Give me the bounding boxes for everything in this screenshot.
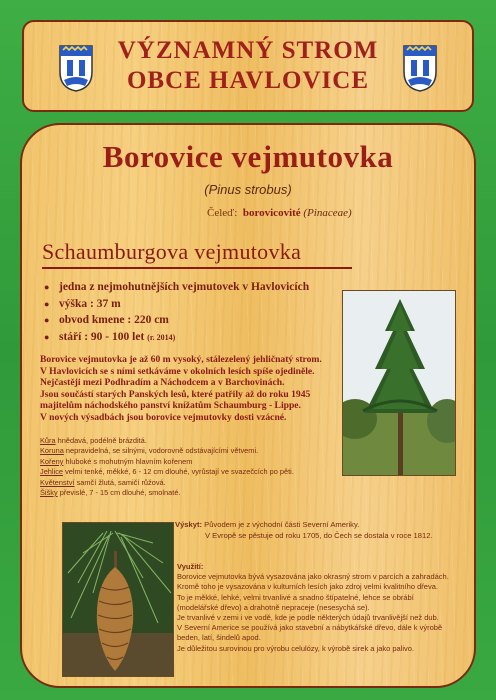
description-line: Borovice vejmutovka je až 60 m vysoký, stálezelený jehličnatý strom. <box>40 354 322 365</box>
info-panel <box>20 123 476 688</box>
village-crest-icon <box>59 44 93 92</box>
tree-latin-name: (Pinus strobus) <box>204 182 292 197</box>
description-line: Jsou součástí starých Panských lesů, které patřily až do roku 1945 <box>40 388 311 400</box>
pine-cone-photo <box>62 522 174 677</box>
botany-list <box>40 436 340 498</box>
family-latin: (Pinaceae) <box>303 207 352 219</box>
botany-item: Květenství samčí žlutá, samičí růžová. <box>40 477 166 487</box>
occurrence-label: Výskyt: <box>175 520 203 529</box>
fact-year: (r. 2014) <box>147 332 176 342</box>
botany-item: Jehlice velmi tenké, měkké, 6 - 12 cm dlouhé, vyrůstají ve svazečcích po pěti. <box>40 467 294 477</box>
header-banner <box>22 20 474 112</box>
usage-line: Je důležitou surovinou pro výrobu celulózy, k výrobě sirek a jako palivo. <box>177 643 415 653</box>
facts-list <box>44 279 334 346</box>
subtitle-underline <box>42 267 352 269</box>
botany-item: Kůra hnědavá, podélně brázditá. <box>40 436 147 445</box>
usage-line: Borovice vejmutovka bývá vysazována jako okrasný strom v parcích a zahradách. <box>177 572 449 582</box>
description-line: V nových výsadbách jsou borovice vejmutovky dosti vzácné. <box>40 411 287 423</box>
usage-label: Využití: <box>177 562 204 571</box>
occurrence-section <box>175 520 465 541</box>
fact-item: ● výška : 37 m <box>44 296 334 313</box>
description-line: V Havlovicích se s ními setkáváme v okolních lesích spíše ojediněle. <box>40 365 315 377</box>
tree-subtitle: Schaumburgova vejmutovka <box>42 239 302 264</box>
fact-item: ● stáří : 90 - 100 let (r. 2014) <box>44 329 334 347</box>
usage-line: V Severní Americe se používá jako stavební a nábytkářské dřevo, dále k výrobě <box>177 623 443 633</box>
description-line: Nejčastěji mezi Podhradím a Náchodcem a v Barchovinách. <box>40 377 285 388</box>
botany-item: Kořeny hluboké s mohutným hlavním kořenem <box>40 456 193 466</box>
botany-item: Koruna nepravidelná, se silnými, vodorovně odstávajícími větvemi. <box>40 446 259 456</box>
occurrence-line-1: Původem je z východní části Severní Ameriky. <box>202 520 360 529</box>
family-name: borovicovité <box>242 207 301 219</box>
tree-photo <box>342 290 456 476</box>
description-line: majitelům náchodského panství knížatům Schaumburg - Lippe. <box>40 400 301 411</box>
village-crest-icon <box>403 44 437 92</box>
fact-item: ● jedna z nejmohutnějších vejmutovek v Havlovicích <box>44 279 334 296</box>
usage-section <box>177 562 472 654</box>
usage-line: Je trvanlivé v zemi i ve vodě, kde je podle některých údajů trvanlivější než dub. <box>177 613 439 623</box>
description-text <box>40 354 340 423</box>
header-title <box>94 36 402 96</box>
usage-line: Kromě toho je vysazována v kulturních lesích jako zdroj velmi kvalitního dřeva. <box>177 582 438 592</box>
occurrence-line-2: V Evropě se pěstuje od roku 1705, do Čech se dostala v roce 1812. <box>205 530 433 540</box>
family-label: Čeleď: <box>207 207 238 219</box>
tree-name-heading: Borovice vejmutovka <box>102 139 394 174</box>
header-title-line-1: VÝZNAMNÝ STROM <box>117 37 379 64</box>
tree-family <box>207 207 352 219</box>
header-title-line-2: OBCE HAVLOVICE <box>126 67 370 94</box>
botany-item: Šišky převislé, 7 - 15 cm dlouhé, smolnaté. <box>40 488 181 498</box>
fact-item: ● obvod kmene : 220 cm <box>44 312 334 329</box>
usage-line: To je měkké, lehké, velmi trvanlivé a snadno štípatelné, lehce se obrábí <box>177 592 414 602</box>
usage-line: (modelářské dřevo) a drahotně nepraceje (nesesychá se). <box>177 602 370 612</box>
usage-line: beden, latí, šindelů apod. <box>177 633 261 643</box>
